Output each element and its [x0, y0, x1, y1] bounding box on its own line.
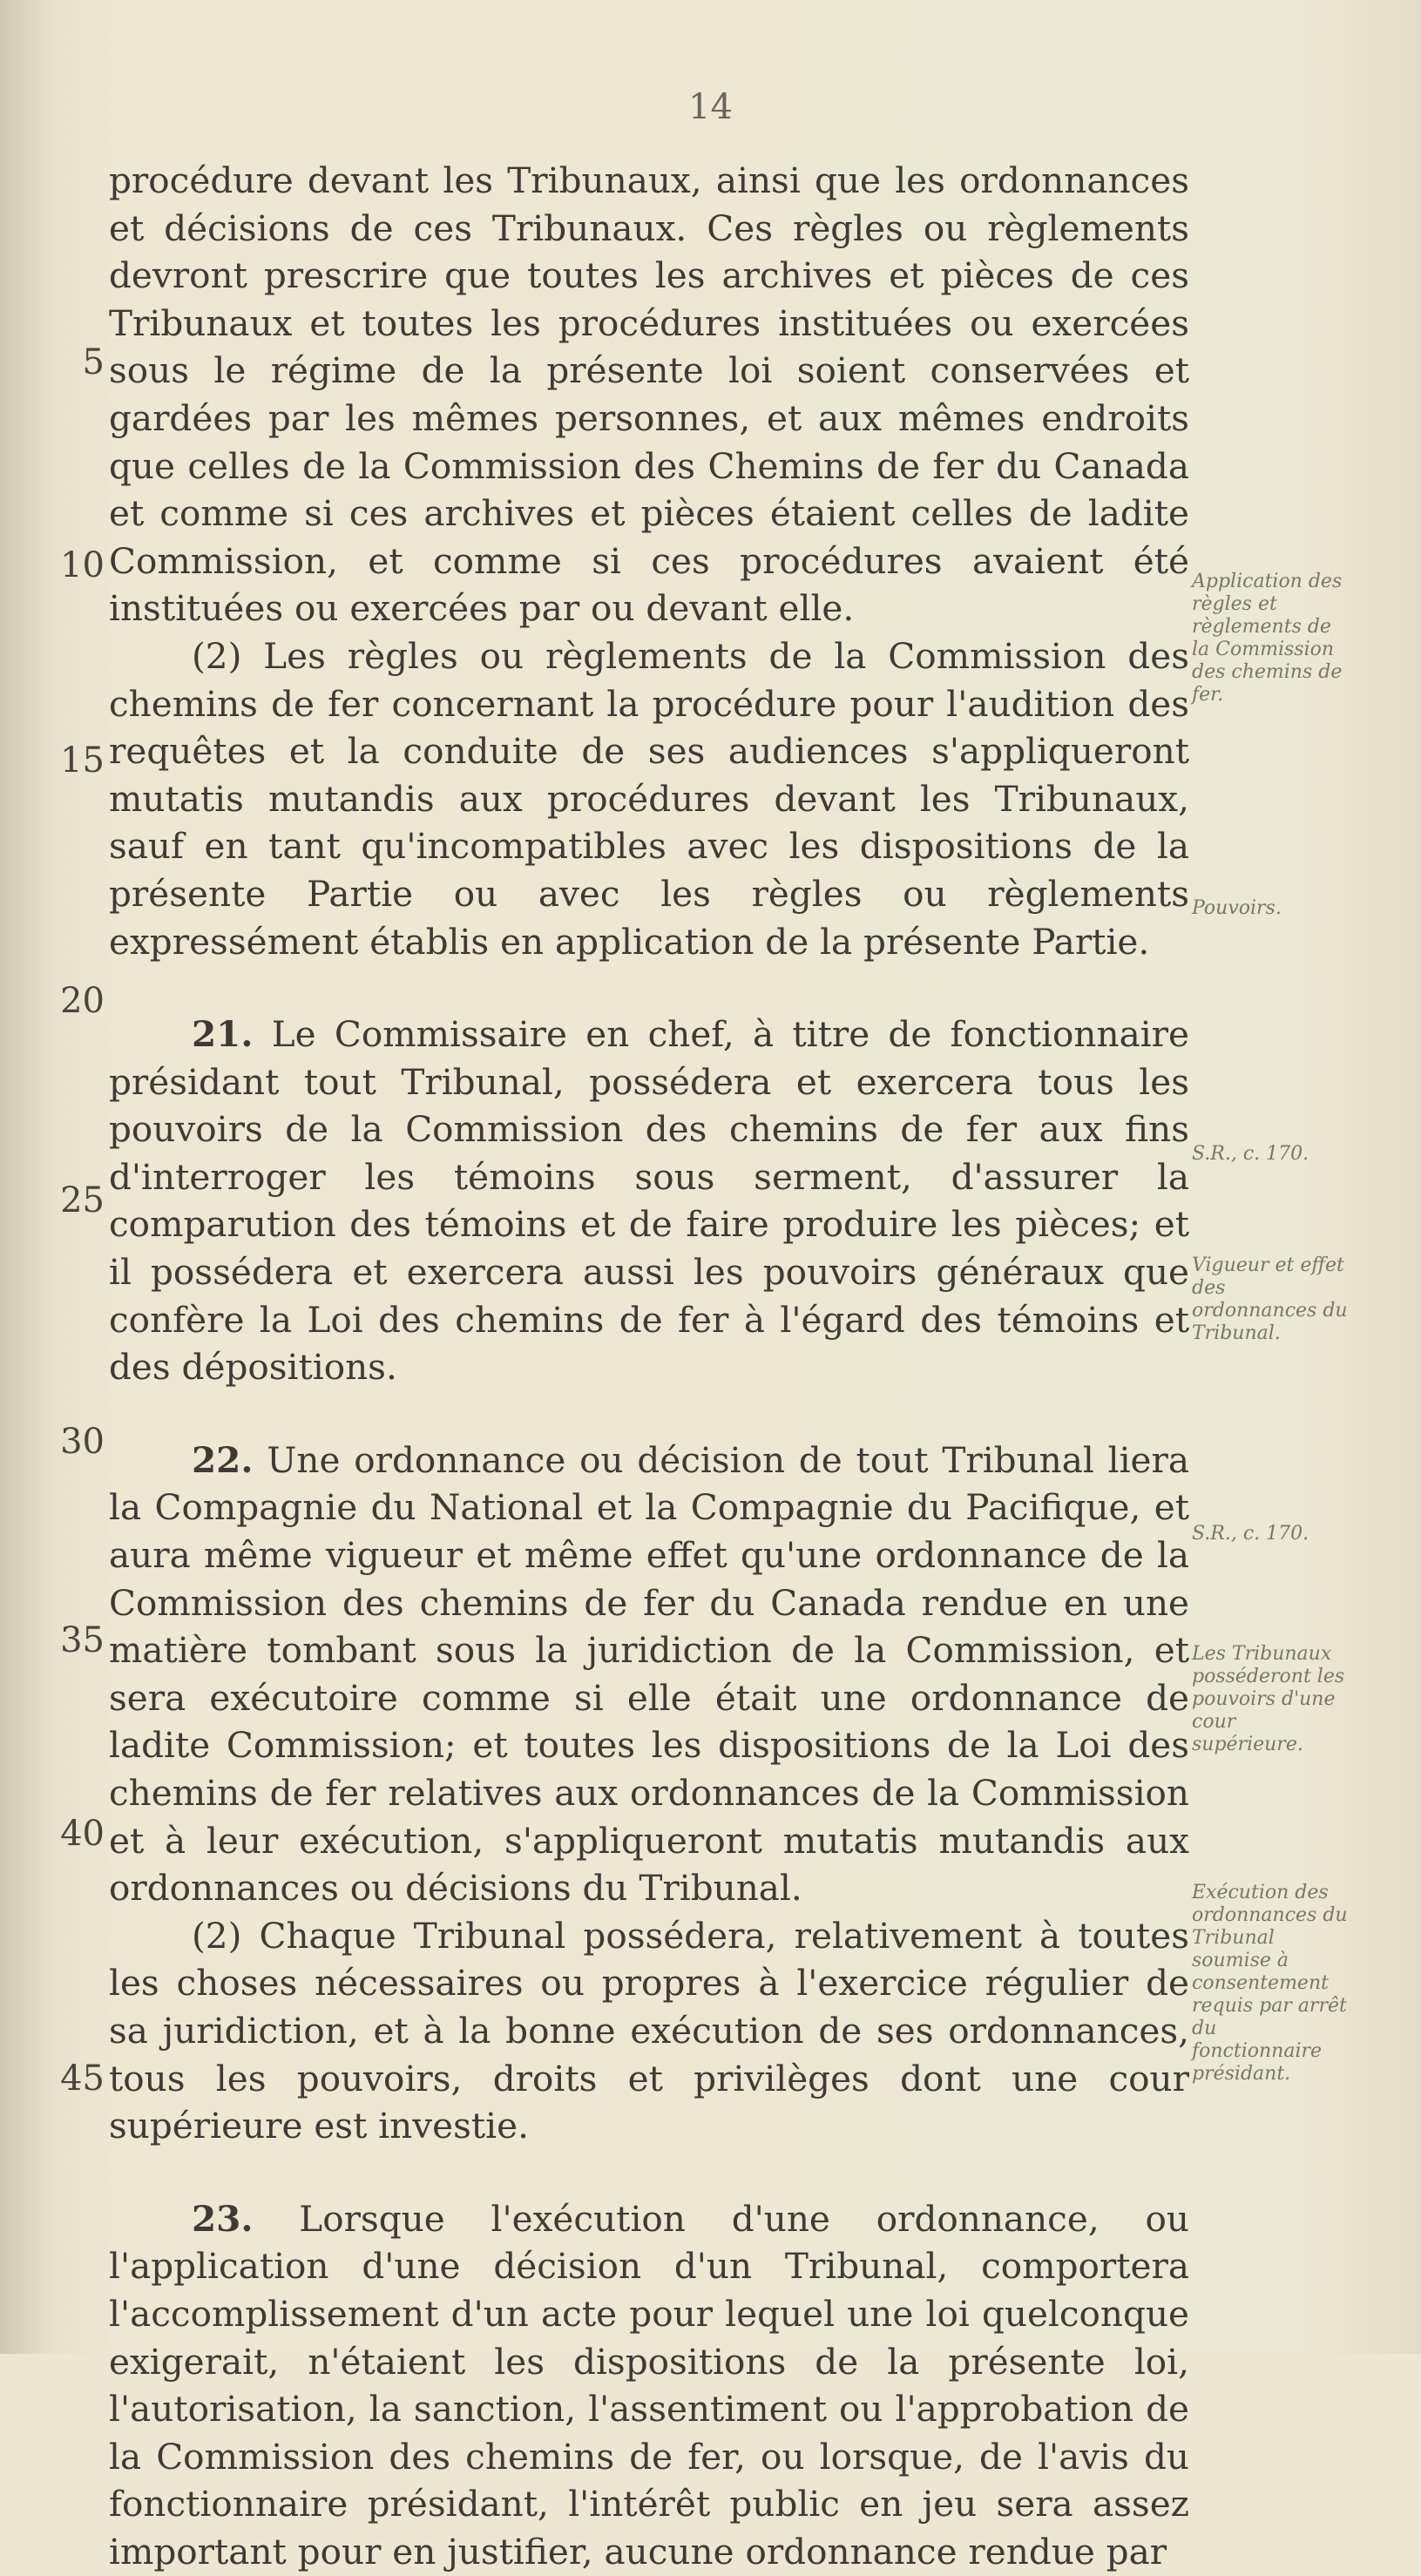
section-21: [109, 1011, 1189, 1391]
body-text: [109, 157, 1189, 2576]
line-number: 25: [60, 1180, 105, 1220]
paragraph-text: (2) Les règles ou règlements de la Commission des chemins de fer concernant la procédure pour l'audition des requêtes et la conduite de ses audiences s'appliqueront mutatis mutandis aux procédures devant les Tribunaux, sauf en tant qu'incompatibles avec les dispositions de la présente Partie ou avec les règles ou règlements expressément établis en application de la présente Partie.: [109, 634, 1189, 963]
page-number: 14: [688, 87, 733, 127]
margin-note: Exécution des ordonnances du Tribunal soumise à consentement requis par arrêt du fonctionnaire présidant.: [1192, 1882, 1348, 2085]
line-number: 40: [60, 1814, 105, 1854]
section-text: Une ordonnance ou décision de tout Tribunal liera la Compagnie du National et la Compagnie du Pacifique, et aura même vigueur et même effet qu'une ordonnance de la Commission des chemins de fer du Canada rendue en une matière tombant sous la juridiction de la Commission, et sera exécutoire comme si elle était une ordonnance de ladite Commission; et toutes les dispositions de la Loi des chemins de fer relatives aux ordonnances de la Commission et à leur exécution, s'appliqueront mutatis mutandis aux ordonnances ou décisions du Tribunal.: [109, 1438, 1189, 1910]
margin-note: Application des règles et règlements de la Commission des chemins de fer.: [1192, 571, 1343, 706]
line-number: 5: [82, 342, 105, 382]
margin-note: Vigueur et effet des ordonnances du Tribunal.: [1192, 1254, 1348, 1344]
margin-note: S.R., c. 170.: [1192, 1523, 1309, 1545]
section-number: 22.: [192, 1438, 254, 1481]
line-number: 15: [60, 740, 105, 781]
margin-note: Pouvoirs.: [1192, 897, 1282, 919]
line-number: 30: [60, 1422, 105, 1462]
paragraph-continuation: procédure devant les Tribunaux, ainsi que les ordonnances et décisions de ces Tribunaux. Ces règles ou règlements devront prescrire que toutes les archives et pièces de ces Tribunaux et toutes les procédures instituées ou exercées sous le régime de la présente loi soient conservées et gardées par les mêmes personnes, et aux mêmes endroits que celles de la Commission des Chemins de fer du Canada et comme si ces archives et pièces étaient celles de ladite Commission, et comme si ces procédures avaient été instituées ou exercées par ou devant elle.: [109, 159, 1189, 630]
margin-note: Les Tribunaux posséderont les pouvoirs d'une cour supérieure.: [1192, 1643, 1345, 1755]
paragraph-text: (2) Chaque Tribunal possédera, relativement à toutes les choses nécessaires ou propres à l'exercice régulier de sa juridiction, et à la bonne exécution de ses ordonnances, tous les pouvoirs, droits et privilèges dont une cour supérieure est investie.: [109, 1914, 1189, 2147]
paragraph-subsection-2b: [109, 1912, 1189, 2150]
line-number: 45: [60, 2059, 105, 2099]
paragraph-subsection-2: [109, 632, 1189, 965]
line-number: 10: [60, 545, 105, 585]
section-text: Le Commissaire en chef, à titre de fonctionnaire présidant tout Tribunal, possédera et exercera tous les pouvoirs de la Commission des chemins de fer aux fins d'interroger les témoins sous serment, d'assurer la comparution des témoins et de faire produire les pièces; et il possédera et exercera aussi les pouvoirs généraux que confère la Loi des chemins de fer à l'égard des témoins et des dépositions.: [109, 1013, 1189, 1389]
section-number: 23.: [192, 2197, 254, 2240]
section-text: Lorsque l'exécution d'une ordonnance, ou l'application d'une décision d'un Tribunal, comportera l'accomplissement d'un acte pour lequel une loi quelconque exigerait, n'étaient les dispositions de la présente loi, l'autorisation, la sanction, l'assentiment ou l'approbation de la Commission des chemins de fer, ou lorsque, de l'avis du fonctionnaire présidant, l'intérêt public en jeu sera assez important pour en justifier, aucune ordonnance rendue par: [109, 2197, 1189, 2573]
section-number: 21.: [192, 1013, 254, 1056]
margin-note: S.R., c. 170.: [1192, 1143, 1309, 1165]
section-23: [109, 2195, 1189, 2576]
line-number: 20: [60, 981, 105, 1021]
section-22: [109, 1437, 1189, 1912]
line-number: 35: [60, 1620, 105, 1660]
